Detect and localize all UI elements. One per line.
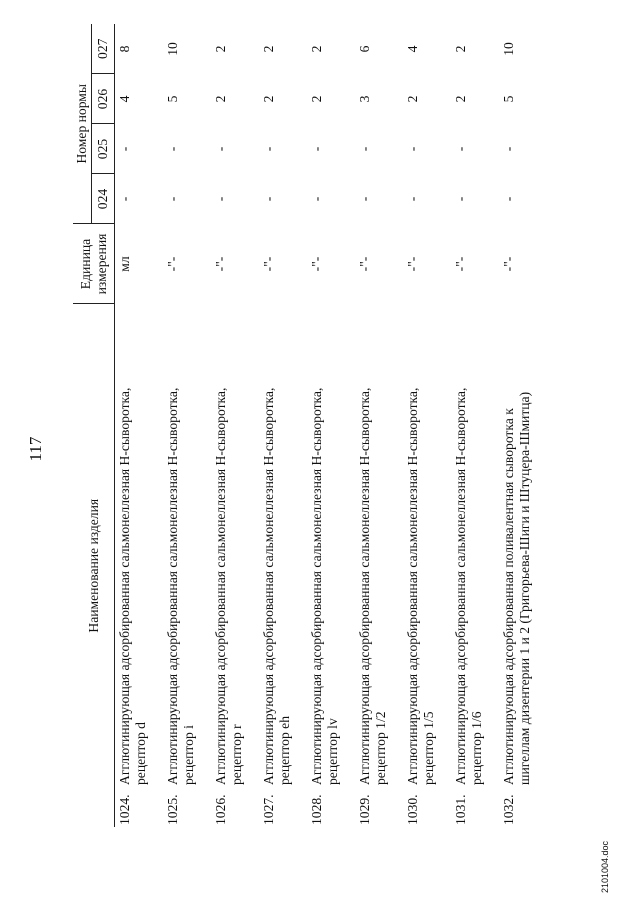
- row-v026: 2: [260, 95, 276, 103]
- row-name-line1: Агглютинирующая адсорбированная сальмонеллезная Н-сыворотка,: [117, 387, 132, 785]
- row-v024: -: [452, 196, 468, 202]
- header-norm-group: Номер нормы: [73, 24, 92, 224]
- row-v025: -: [404, 146, 420, 152]
- row-v024: -: [356, 196, 372, 202]
- row-name-line2: рецептор 1/5: [420, 711, 436, 785]
- row-v024: -: [212, 196, 228, 202]
- table-row: [499, 24, 547, 827]
- row-v025: -: [452, 146, 468, 152]
- row-name-line2: рецептор 1/6: [468, 711, 484, 785]
- row-name: [163, 304, 211, 786]
- row-name: [499, 304, 547, 786]
- row-name-line1: Агглютинирующая адсорбированная сальмонеллезная Н-сыворотка,: [212, 387, 228, 785]
- table-row: [403, 24, 451, 827]
- row-number: 1027.: [260, 794, 276, 825]
- page-number: 117: [26, 436, 45, 462]
- file-label: 2101004.doc: [600, 840, 610, 893]
- row-v024: -: [500, 196, 516, 202]
- row-v025: -: [500, 146, 516, 152]
- row-v027: 2: [308, 45, 324, 53]
- table-row: [211, 24, 259, 827]
- row-unit: -"-: [356, 256, 372, 272]
- row-name-line1: Агглютинирующая адсорбированная сальмонеллезная Н-сыворотка,: [404, 387, 420, 785]
- row-v027: 8: [117, 45, 132, 53]
- row-v024: -: [260, 196, 276, 202]
- row-name-line2: рецептор r: [228, 724, 244, 785]
- row-name: [403, 304, 451, 786]
- row-name-line1: Агглютинирующая адсорбированная поливалентная сыворотка к: [500, 408, 516, 785]
- table-row: [355, 24, 403, 827]
- row-unit: -"-: [212, 256, 228, 272]
- row-v025: -: [212, 146, 228, 152]
- row-v025: -: [356, 146, 372, 152]
- row-v026: 5: [164, 95, 180, 103]
- header-norm-024: 024: [92, 174, 115, 224]
- row-name-line2: рецептор lv: [324, 718, 340, 785]
- row-v024: -: [164, 196, 180, 202]
- row-number: 1028.: [308, 794, 324, 825]
- header-norm-025: 025: [92, 124, 115, 174]
- table-body: [115, 24, 547, 827]
- row-v026: 2: [404, 95, 420, 103]
- table-row: [307, 24, 355, 827]
- row-v026: 2: [212, 95, 228, 103]
- row-number: 1031.: [452, 794, 468, 825]
- row-v026: 2: [452, 95, 468, 103]
- row-v024: -: [117, 196, 132, 202]
- row-unit: -"-: [500, 256, 516, 272]
- row-v026: 2: [308, 95, 324, 103]
- row-unit: -"-: [164, 256, 180, 272]
- row-v024: -: [404, 196, 420, 202]
- row-number: 1030.: [404, 794, 420, 825]
- row-v027: 10: [500, 42, 516, 56]
- table-header: [73, 24, 115, 827]
- row-v025: -: [164, 146, 180, 152]
- row-v025: -: [117, 146, 132, 152]
- row-name: [355, 304, 403, 786]
- row-v027: 6: [356, 45, 372, 53]
- table-row: [451, 24, 499, 827]
- row-v026: 5: [500, 95, 516, 103]
- row-number: 1029.: [356, 794, 372, 825]
- row-name: [451, 304, 499, 786]
- row-name-line1: Агглютинирующая адсорбированная сальмонеллезная Н-сыворотка,: [164, 387, 180, 785]
- header-unit-line1: Единица: [77, 238, 93, 290]
- row-name: [259, 304, 307, 786]
- row-v027: 2: [260, 45, 276, 53]
- row-unit: -"-: [404, 256, 420, 272]
- row-unit: -"-: [452, 256, 468, 272]
- header-name: [73, 304, 115, 827]
- header-norm-027: 027: [92, 24, 115, 74]
- row-name-line1: Агглютинирующая адсорбированная сальмонеллезная Н-сыворотка,: [452, 387, 468, 785]
- row-unit: -"-: [260, 256, 276, 272]
- row-name: [211, 304, 259, 786]
- row-v027: 10: [164, 42, 180, 56]
- row-v024: -: [308, 196, 324, 202]
- row-name-line2: рецептор d: [133, 722, 148, 785]
- row-name: [115, 304, 163, 786]
- row-number: 1032.: [500, 794, 516, 825]
- row-v026: 4: [117, 95, 132, 103]
- row-name-line2: рецептор eh: [276, 716, 292, 785]
- row-v027: 2: [212, 45, 228, 53]
- row-v027: 4: [404, 45, 420, 53]
- row-name-line2: шигеллам дизентерии 1 и 2 (Григорьева-Шиги и Штуцера-Шмитца): [516, 391, 532, 785]
- table-row: [163, 24, 211, 827]
- row-v025: -: [308, 146, 324, 152]
- row-number: 1025.: [164, 794, 180, 825]
- header-name-text: Наименование изделия: [85, 498, 101, 633]
- row-v026: 3: [356, 95, 372, 103]
- norms-table: [73, 24, 547, 827]
- row-unit: -"-: [308, 256, 324, 272]
- row-name: [307, 304, 355, 786]
- table-row: [115, 24, 163, 827]
- header-unit: [73, 224, 115, 304]
- row-name-line2: рецептор i: [180, 725, 196, 785]
- row-v025: -: [260, 146, 276, 152]
- row-unit: мл: [117, 256, 132, 272]
- row-name-line1: Агглютинирующая адсорбированная сальмонеллезная Н-сыворотка,: [260, 387, 276, 785]
- row-name-line1: Агглютинирующая адсорбированная сальмонеллезная Н-сыворотка,: [356, 387, 372, 785]
- row-number: 1024.: [117, 794, 132, 825]
- row-number: 1026.: [212, 794, 228, 825]
- table-row: [259, 24, 307, 827]
- row-v027: 2: [452, 45, 468, 53]
- row-name-line1: Агглютинирующая адсорбированная сальмонеллезная Н-сыворотка,: [308, 387, 324, 785]
- row-name-line2: рецептор 1/2: [372, 711, 388, 785]
- header-norm-026: 026: [92, 74, 115, 124]
- header-unit-line2: измерения: [93, 233, 109, 295]
